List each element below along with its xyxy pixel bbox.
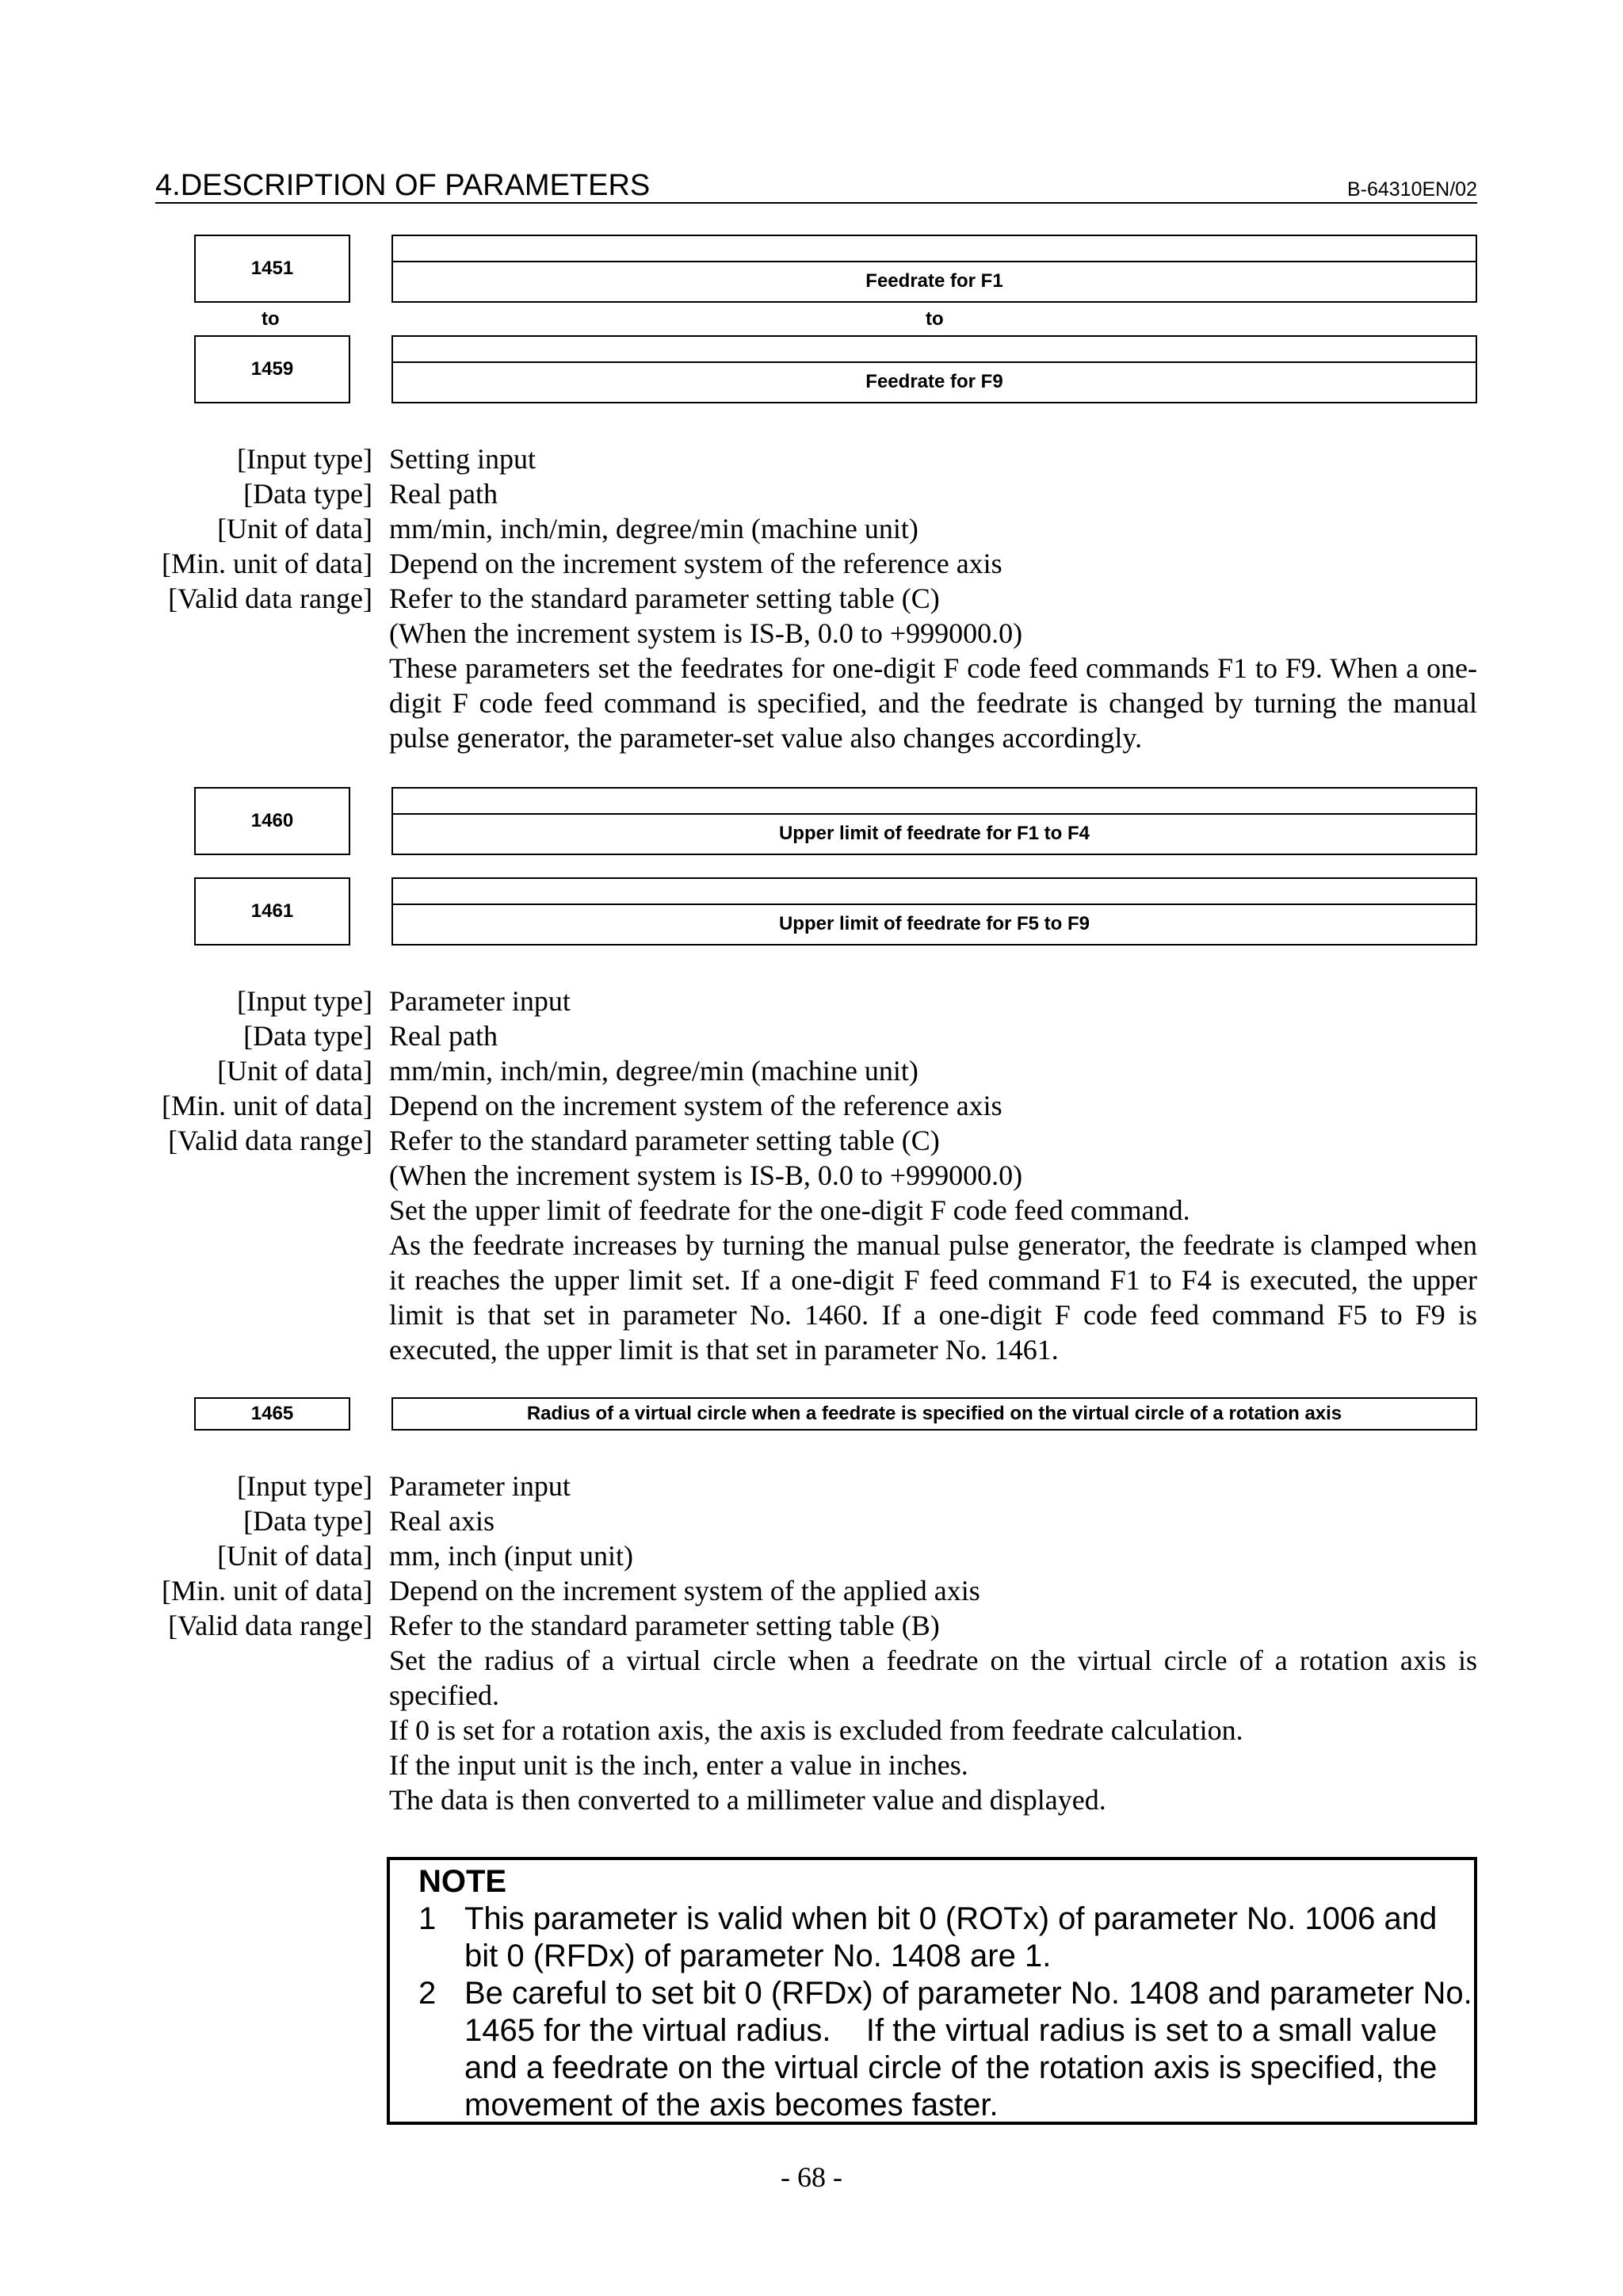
attr-key: [Input type] xyxy=(237,985,372,1017)
range-note: (When the increment system is IS-B, 0.0 to +999000.0) xyxy=(389,617,1023,649)
attr-value: Refer to the standard parameter setting table (B) xyxy=(389,1610,940,1641)
attr-key: [Unit of data] xyxy=(217,1055,372,1087)
attr-value: Parameter input xyxy=(389,1470,571,1502)
attr-key: [Valid data range] xyxy=(168,1125,372,1156)
attr-key: [Min. unit of data] xyxy=(162,1090,372,1121)
note-item-number: 1 xyxy=(418,1901,437,1936)
attr-key: [Valid data range] xyxy=(168,583,372,614)
param-label-1465: Radius of a virtual circle when a feedrate is specified on the virtual circle of a rotation axis xyxy=(391,1397,1477,1431)
bit-row xyxy=(393,789,1476,815)
attr-row xyxy=(0,1538,1477,1573)
param-label-1461: Upper limit of feedrate for F5 to F9 xyxy=(778,913,1090,935)
attr-row xyxy=(0,1088,1477,1123)
param-label-1460: Upper limit of feedrate for F1 to F4 xyxy=(778,823,1090,845)
attr-value: Depend on the increment system of the reference axis xyxy=(389,1090,1002,1121)
param-label-f1: Feedrate for F1 xyxy=(865,270,1003,292)
note-item xyxy=(418,1901,1474,1975)
attr-row xyxy=(0,1503,1477,1538)
attr-key: [Data type] xyxy=(243,1020,372,1052)
attr-row xyxy=(0,1053,1477,1088)
sec3-desc2: If 0 is set for a rotation axis, the axis is excluded from feedrate calculation. xyxy=(389,1714,1243,1746)
attr-row xyxy=(0,1608,1477,1643)
attr-row xyxy=(0,546,1477,581)
note-item-text: This parameter is valid when bit 0 (ROTx) of parameter No. 1006 and bit 0 (RFDx) of parameter No. 1408 are 1. xyxy=(464,1901,1438,1973)
attr-key: [Min. unit of data] xyxy=(162,548,372,579)
sec3-desc4: The data is then converted to a millimeter value and displayed. xyxy=(389,1784,1106,1816)
param-number-1451: 1451 xyxy=(194,235,350,303)
attr-value: mm/min, inch/min, degree/min (machine unit) xyxy=(389,513,918,544)
attr-value: mm, inch (input unit) xyxy=(389,1540,633,1572)
attr-row xyxy=(0,1123,1477,1158)
note-box xyxy=(387,1857,1477,2125)
attr-row xyxy=(0,581,1477,616)
attr-value: Real path xyxy=(389,1020,498,1052)
attr-row xyxy=(0,984,1477,1018)
attr-key: [Input type] xyxy=(237,1470,372,1502)
attr-row xyxy=(0,1018,1477,1053)
bit-row xyxy=(393,879,1476,905)
note-item-text: Be careful to set bit 0 (RFDx) of parameter No. 1408 and parameter No. 1465 for the virtual radius. If the virtual radius is set to a small value and a feedrate on the virtual circle of the rotation axis is specified, the movement of the axis becomes faster. xyxy=(464,1976,1472,2122)
attr-key: [Min. unit of data] xyxy=(162,1575,372,1606)
attr-value: mm/min, inch/min, degree/min (machine unit) xyxy=(389,1055,918,1087)
attr-row xyxy=(0,1469,1477,1503)
sec2-description: As the feedrate increases by turning the manual pulse generator, the feedrate is clamped when it reaches the upper limit set. If a one-digit F feed command F1 to F4 is executed, the upper limit is that set in parameter No. 1460. If a one-digit F code feed command F5 to F9 is executed, the upper limit is that set in parameter No. 1461. xyxy=(389,1229,1477,1366)
param-number-1461: 1461 xyxy=(194,877,350,946)
attr-value: Real path xyxy=(389,478,498,510)
attr-key: [Data type] xyxy=(243,478,372,510)
attr-row xyxy=(0,441,1477,476)
header-rule xyxy=(155,202,1477,204)
attr-key: [Data type] xyxy=(243,1505,372,1537)
note-item xyxy=(418,1975,1474,2124)
param-number-1459: 1459 xyxy=(194,335,350,403)
param-label-box-f1 xyxy=(391,235,1477,303)
note-item-number: 2 xyxy=(418,1976,437,2011)
param-number-1465: 1465 xyxy=(194,1397,350,1431)
param-number-1460: 1460 xyxy=(194,787,350,855)
attr-row xyxy=(0,511,1477,546)
param-label-box-1460 xyxy=(391,787,1477,855)
range-note: (When the increment system is IS-B, 0.0 to +999000.0) xyxy=(389,1159,1023,1191)
document-code: B-64310EN/02 xyxy=(1346,178,1477,201)
sec2-line1: Set the upper limit of feedrate for the one-digit F code feed command. xyxy=(389,1194,1190,1226)
sec3-desc3: If the input unit is the inch, enter a value in inches. xyxy=(389,1749,968,1781)
bit-row xyxy=(393,337,1476,363)
param-label-box-f9 xyxy=(391,335,1477,403)
sec1-description: These parameters set the feedrates for one-digit F code feed commands F1 to F9. When a one-digit F code feed command is specified, and the feedrate is changed by turning the manual pulse generator, the parameter-set value also changes accordingly. xyxy=(389,652,1477,754)
attr-row xyxy=(0,1573,1477,1608)
attr-value: Setting input xyxy=(389,443,537,475)
param-label-box-1461 xyxy=(391,877,1477,946)
page-number: - 68 - xyxy=(781,2161,842,2193)
attr-value: Depend on the increment system of the applied axis xyxy=(389,1575,980,1606)
bit-row xyxy=(393,236,1476,262)
attr-key: [Unit of data] xyxy=(217,513,372,544)
attr-value: Parameter input xyxy=(389,985,571,1017)
attr-value: Depend on the increment system of the reference axis xyxy=(389,548,1002,579)
attr-key: [Valid data range] xyxy=(168,1610,372,1641)
param-range-to-left: to xyxy=(262,308,280,330)
page-title: 4.DESCRIPTION OF PARAMETERS xyxy=(155,169,651,202)
attr-value: Refer to the standard parameter setting table (C) xyxy=(389,1125,940,1156)
param-range-to-right: to xyxy=(926,308,944,330)
attr-row xyxy=(0,476,1477,511)
note-title: NOTE xyxy=(418,1864,507,1899)
attr-value: Real axis xyxy=(389,1505,495,1537)
attr-value: Refer to the standard parameter setting table (C) xyxy=(389,583,940,614)
sec3-desc1: Set the radius of a virtual circle when a feedrate on the virtual circle of a rotation axis is specified. xyxy=(389,1645,1477,1711)
attr-key: [Input type] xyxy=(237,443,372,475)
attr-key: [Unit of data] xyxy=(217,1540,372,1572)
param-label-f9: Feedrate for F9 xyxy=(865,371,1003,393)
